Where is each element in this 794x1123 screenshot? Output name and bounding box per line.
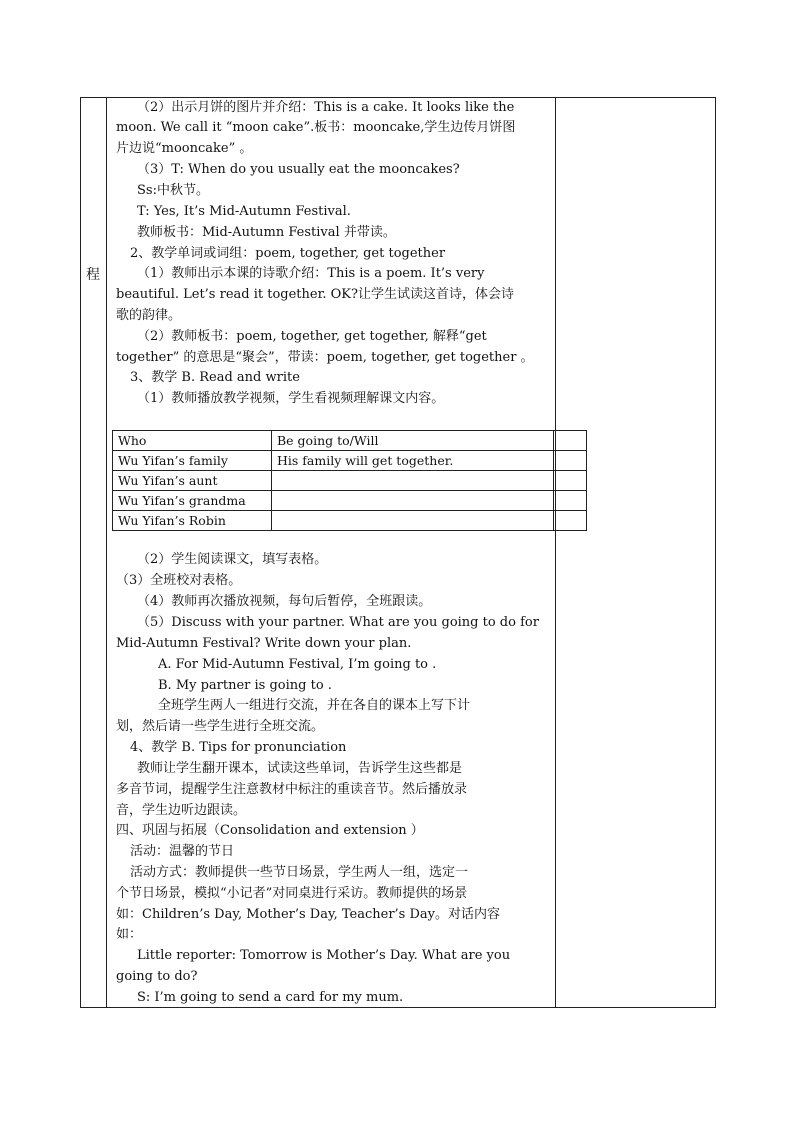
- text-line: moon. We call it “moon cake”.板书：mooncake,学生边传月饼图: [116, 120, 516, 135]
- table-row: [113, 471, 587, 491]
- section-label: 程: [86, 267, 100, 283]
- table-row: [113, 451, 587, 471]
- text-line: 如：: [116, 927, 143, 942]
- text-line: B. My partner is going to .: [158, 678, 332, 693]
- text-line: Mid-Autumn Festival? Write down your plan.: [116, 636, 412, 651]
- text-line: （3）全班校对表格。: [116, 573, 242, 588]
- reading-table: [112, 430, 587, 531]
- text-line: going to do?: [116, 969, 198, 984]
- text-line: 全班学生两人一组进行交流，并在各自的课本上写下计: [158, 698, 471, 713]
- text-line: 2、教学单词或词组：poem, together, get together: [130, 246, 446, 261]
- table-cell: [272, 511, 554, 531]
- table-cell: Who: [113, 431, 272, 451]
- table-cell: [554, 511, 587, 531]
- column-divider-right: [555, 97, 556, 1008]
- table-cell: Wu Yifan’s family: [113, 451, 272, 471]
- text-line: 划，然后请一些学生进行全班交流。: [116, 719, 325, 734]
- text-line: 歌的韵律。: [116, 308, 182, 323]
- text-line: （3）T: When do you usually eat the mooncakes?: [137, 162, 460, 177]
- text-line: 3、教学 B. Read and write: [130, 370, 300, 385]
- table-cell: Wu Yifan’s grandma: [113, 491, 272, 511]
- text-line: 音，学生边听边跟读。: [116, 803, 247, 818]
- text-line: （1）教师出示本课的诗歌介绍：This is a poem. It’s very: [137, 266, 485, 281]
- text-line: Little reporter: Tomorrow is Mother’s Day. What are you: [137, 948, 511, 963]
- text-line: Ss:中秋节。: [137, 183, 209, 198]
- table-row: [113, 491, 587, 511]
- table-cell: [554, 491, 587, 511]
- text-line: （2）学生阅读课文，填写表格。: [137, 552, 328, 567]
- text-line: 活动：温馨的节日: [130, 844, 235, 859]
- text-line: 教师板书：Mid-Autumn Festival 并带读。: [137, 225, 396, 240]
- table-row: [113, 431, 587, 451]
- text-line: 教师让学生翻开课本，试读这些单词，告诉学生这些都是: [137, 761, 463, 776]
- text-line: （5）Discuss with your partner. What are you going to do for: [137, 615, 539, 630]
- text-line: together” 的意思是“聚会”，带读：poem, together, get together 。: [116, 350, 534, 365]
- text-line: （1）教师播放教学视频，学生看视频理解课文内容。: [137, 391, 445, 406]
- table-cell: [554, 471, 587, 491]
- table-cell: [272, 471, 554, 491]
- text-line: A. For Mid-Autumn Festival, I’m going to .: [158, 657, 437, 672]
- text-line: beautiful. Let’s read it together. OK?让学生试读这首诗，体会诗: [116, 287, 514, 302]
- table-cell: His family will get together.: [272, 451, 554, 471]
- text-line: 片边说“mooncake” 。: [116, 141, 253, 156]
- text-line: S: I’m going to send a card for my mum.: [137, 990, 404, 1005]
- text-line: （2）出示月饼的图片并介绍：This is a cake. It looks like the: [137, 100, 515, 115]
- table-cell: [554, 431, 587, 451]
- text-line: 个节日场景，模拟“小记者”对同桌进行采访。教师提供的场景: [116, 886, 468, 901]
- table-cell: [554, 451, 587, 471]
- table-cell: [272, 491, 554, 511]
- text-line: 四、巩固与拓展（Consolidation and extension ）: [116, 823, 424, 838]
- text-line: 活动方式：教师提供一些节日场景，学生两人一组，选定一: [130, 865, 469, 880]
- text-line: 4、教学 B. Tips for pronunciation: [130, 740, 347, 755]
- column-divider-left: [106, 97, 107, 1008]
- text-line: 如：Children’s Day, Mother’s Day, Teacher’s Day。对话内容: [116, 907, 500, 922]
- table-cell: Wu Yifan’s Robin: [113, 511, 272, 531]
- text-line: （2）教师板书：poem, together, get together, 解释“get: [137, 329, 487, 344]
- table-cell: Be going to/Will: [272, 431, 554, 451]
- table-cell: Wu Yifan’s aunt: [113, 471, 272, 491]
- table-row: [113, 511, 587, 531]
- text-line: （4）教师再次播放视频，每句后暂停，全班跟读。: [137, 594, 432, 609]
- text-line: 多音节词，提醒学生注意教材中标注的重读音节。然后播放录: [116, 782, 468, 797]
- text-line: T: Yes, It’s Mid-Autumn Festival.: [137, 204, 351, 219]
